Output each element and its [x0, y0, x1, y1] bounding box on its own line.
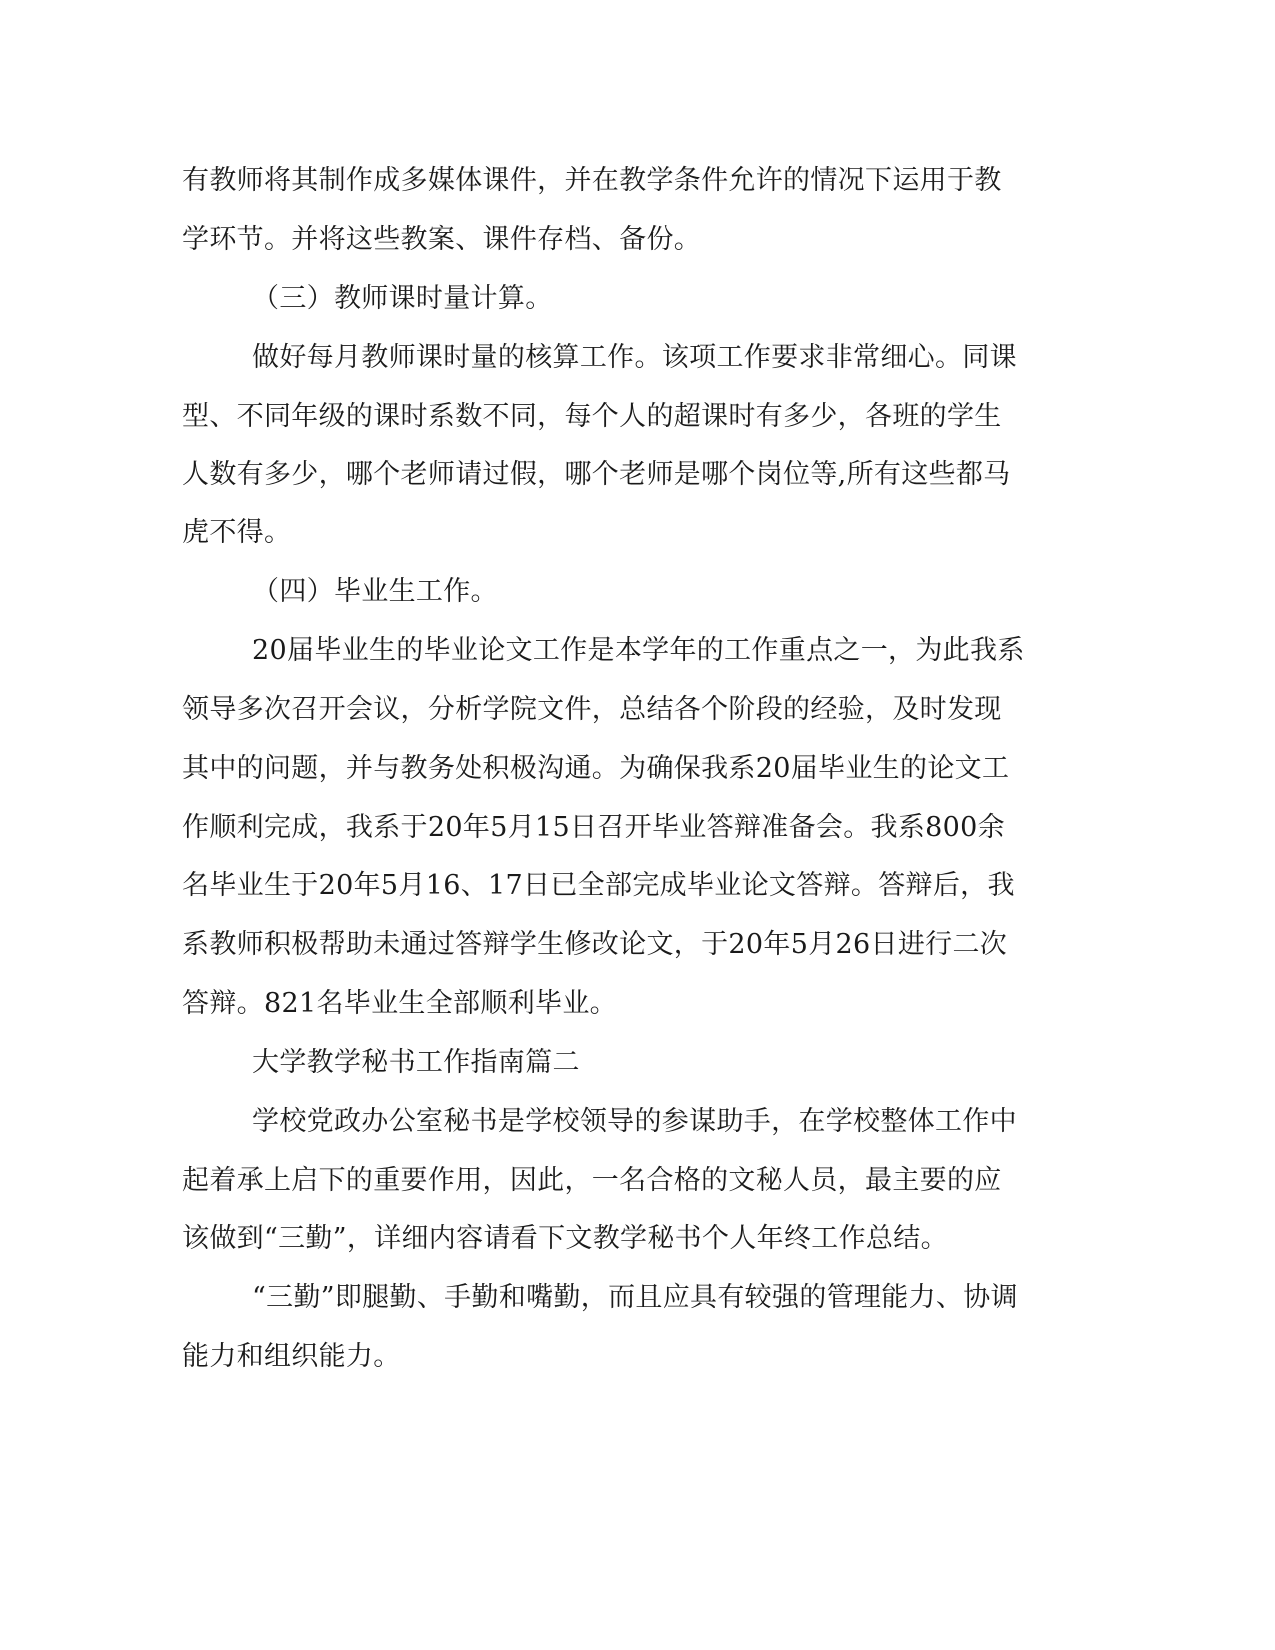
text-line: 人数有多少，哪个老师请过假，哪个老师是哪个岗位等,所有这些都马: [182, 459, 1011, 490]
text-line: 做好每月教师课时量的核算工作。该项工作要求非常细心。同课: [252, 342, 1017, 373]
text-line: 20届毕业生的毕业论文工作是本学年的工作重点之一，为此我系: [252, 635, 1025, 666]
text-line: 名毕业生于20年5月16、17日已全部完成毕业论文答辩。答辩后，我: [182, 870, 1015, 901]
text-line: “三勤”即腿勤、手勤和嘴勤，而且应具有较强的管理能力、协调: [252, 1282, 1018, 1313]
text-line: 领导多次召开会议，分析学院文件，总结各个阶段的经验，及时发现: [182, 694, 1002, 725]
text-line: 答辩。821名毕业生全部顺利毕业。: [182, 988, 617, 1019]
text-line: 虎不得。: [182, 517, 292, 548]
text-line: 作顺利完成，我系于20年5月15日召开毕业答辩准备会。我系800余: [182, 812, 1005, 843]
text-line: 系教师积极帮助未通过答辩学生修改论文，于20年5月26日进行二次: [182, 929, 1008, 960]
text-line: 起着承上启下的重要作用，因此，一名合格的文秘人员，最主要的应: [182, 1165, 1002, 1196]
text-line: 有教师将其制作成多媒体课件，并在教学条件允许的情况下运用于教: [182, 165, 1002, 196]
section-heading: （四）毕业生工作。: [252, 576, 498, 607]
text-line: 学校党政办公室秘书是学校领导的参谋助手，在学校整体工作中: [252, 1106, 1017, 1137]
section-heading: 大学教学秘书工作指南篇二: [252, 1047, 580, 1078]
section-heading: （三）教师课时量计算。: [252, 283, 553, 314]
text-line: 其中的问题，并与教务处积极沟通。为确保我系20届毕业生的论文工: [182, 753, 1010, 784]
text-line: 该做到“三勤”，详细内容请看下文教学秘书个人年终工作总结。: [182, 1223, 948, 1254]
text-line: 学环节。并将这些教案、课件存档、备份。: [182, 224, 702, 255]
text-line: 能力和组织能力。: [182, 1341, 401, 1372]
text-line: 型、不同年级的课时系数不同，每个人的超课时有多少，各班的学生: [182, 401, 1002, 432]
